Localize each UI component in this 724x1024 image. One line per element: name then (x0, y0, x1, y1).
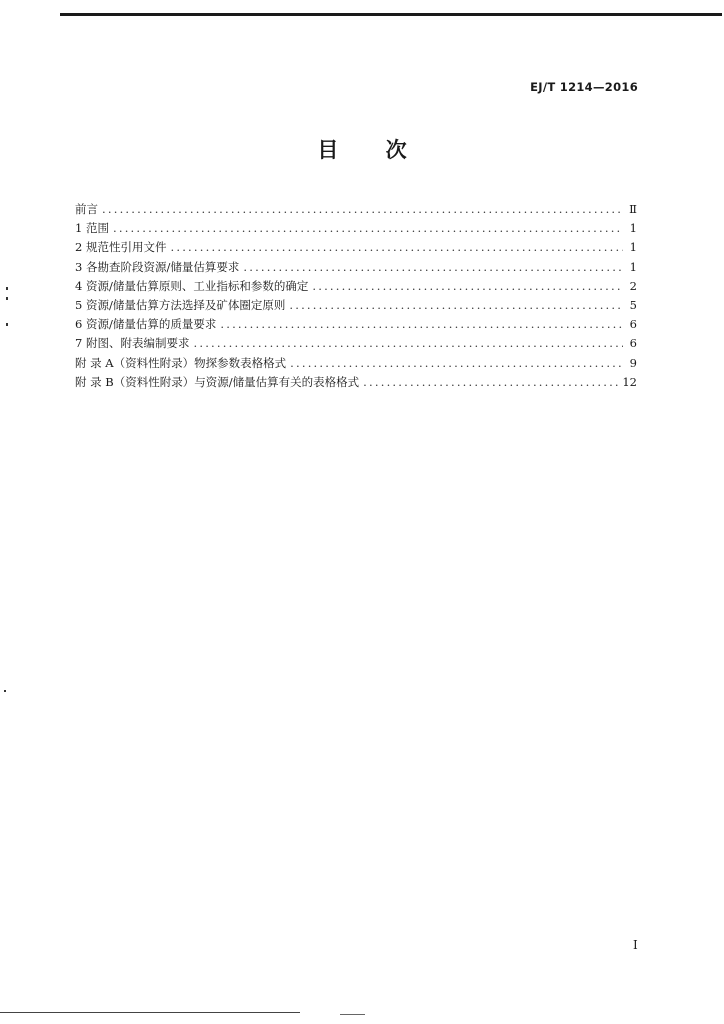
toc-leader-dots (289, 296, 623, 315)
toc-entry-page: 1 (629, 259, 637, 274)
footer-rule-short (340, 1014, 365, 1015)
toc-entry-label: 前言 (75, 202, 98, 216)
toc-entry-7[interactable] (75, 334, 637, 353)
toc-entry-page: 1 (629, 221, 637, 236)
scan-speck (6, 297, 8, 300)
toc-entry-appendix-b[interactable] (75, 373, 637, 392)
scan-speck (6, 323, 8, 326)
toc-entry-page: 2 (629, 278, 637, 293)
toc-entry-label: 4 资源/储量估算原则、工业指标和参数的确定 (75, 278, 309, 293)
toc-entry-page: 9 (629, 355, 637, 370)
header-rule (60, 13, 722, 16)
toc-entry-label: 附 录 A（资料性附录）物探参数表格格式 (75, 355, 287, 370)
toc-entry-label: 附 录 B（资料性附录）与资源/储量估算有关的表格格式 (75, 374, 360, 389)
toc-leader-dots (102, 200, 623, 219)
toc-entry-page: Ⅱ (629, 202, 637, 216)
toc-entry-6[interactable] (75, 315, 637, 334)
toc-leader-dots (113, 219, 623, 238)
footer-rule (0, 1012, 300, 1013)
scan-speck (6, 287, 8, 290)
toc-leader-dots (193, 334, 623, 353)
toc-leader-dots (312, 277, 623, 296)
toc-entry-5[interactable] (75, 296, 637, 315)
toc-leader-dots (220, 315, 623, 334)
toc-entry-page: 1 (629, 240, 637, 255)
toc-entry-3[interactable] (75, 258, 637, 277)
toc-entry-label: 7 附图、附表编制要求 (75, 336, 190, 351)
toc-entry-label: 2 规范性引用文件 (75, 240, 167, 255)
toc-entry-1[interactable] (75, 219, 637, 238)
page-title: 目 次 (317, 138, 427, 162)
toc-leader-dots (170, 238, 623, 257)
toc-leader-dots (290, 354, 623, 373)
toc-entry-page: 6 (629, 336, 637, 351)
toc-entry-appendix-a[interactable] (75, 354, 637, 373)
page-number: Ⅰ (633, 938, 638, 952)
table-of-contents (75, 200, 637, 392)
scan-speck (4, 690, 6, 692)
toc-leader-dots (363, 373, 618, 392)
toc-entry-page: 5 (629, 297, 637, 312)
toc-entry-2[interactable] (75, 238, 637, 257)
standard-code: EJ/T 1214—2016 (530, 80, 638, 94)
toc-entry-label: 1 范围 (75, 221, 109, 236)
toc-entry-foreword[interactable] (75, 200, 637, 219)
toc-entry-label: 5 资源/储量估算方法选择及矿体圈定原则 (75, 297, 286, 312)
toc-entry-page: 6 (629, 317, 637, 332)
toc-entry-4[interactable] (75, 277, 637, 296)
toc-leader-dots (243, 258, 623, 277)
toc-entry-page: 12 (622, 374, 637, 389)
toc-entry-label: 3 各勘查阶段资源/储量估算要求 (75, 259, 240, 274)
toc-entry-label: 6 资源/储量估算的质量要求 (75, 317, 217, 332)
